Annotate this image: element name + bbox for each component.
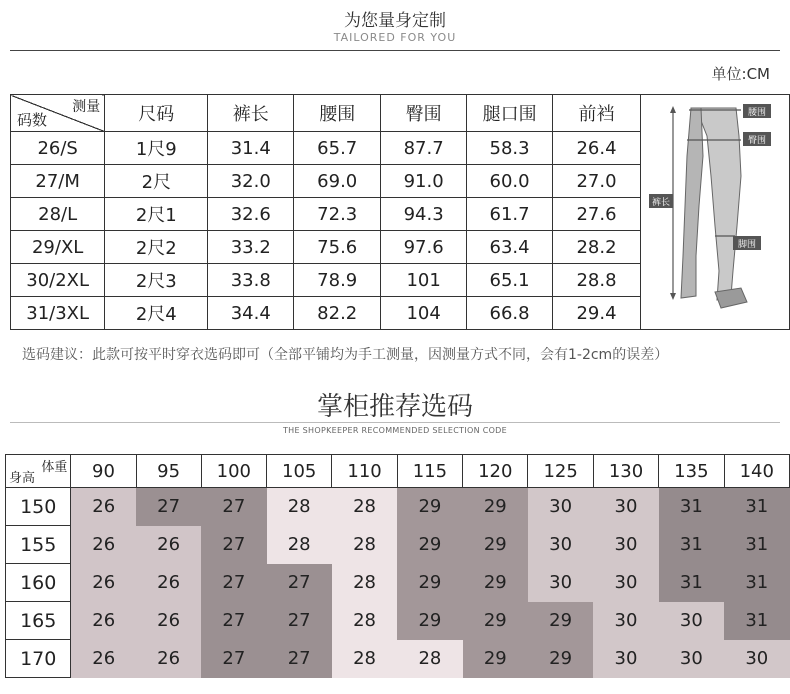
size-suggestion: 27: [201, 488, 266, 526]
recommend-title: 掌柜推荐选码: [316, 392, 473, 422]
size-cell: 31/3XL: [11, 297, 105, 330]
height-row: [6, 602, 790, 640]
page-title: 为您量身定制: [344, 11, 446, 31]
size-suggestion: 30: [659, 602, 724, 640]
size-suggestion: 27: [267, 602, 332, 640]
size-suggestion: 31: [724, 488, 789, 526]
size-cell: 29.4: [553, 297, 641, 330]
size-suggestion: 29: [397, 526, 462, 564]
weight-header: 125: [528, 455, 593, 488]
size-suggestion: 30: [593, 640, 658, 678]
size-suggestion: 31: [659, 488, 724, 526]
corner-measure-label: 测量: [72, 99, 101, 115]
size-suggestion: 29: [463, 602, 528, 640]
size-suggestion: 27: [201, 640, 266, 678]
size-cell: 60.0: [467, 165, 553, 198]
height-row: [6, 526, 790, 564]
size-cell: 32.6: [208, 198, 294, 231]
weight-header: 110: [332, 455, 397, 488]
size-cell: 101: [381, 264, 467, 297]
size-cell: 28/L: [11, 198, 105, 231]
size-suggestion: 30: [528, 526, 593, 564]
size-cell: 27/M: [11, 165, 105, 198]
size-suggestion: 30: [593, 564, 658, 602]
column-header: 前裆: [553, 95, 641, 132]
corner-size-label: 码数: [17, 111, 48, 129]
size-cell: 2尺4: [105, 297, 208, 330]
size-cell: 34.4: [208, 297, 294, 330]
size-suggestion: 29: [528, 602, 593, 640]
pants-diagram-cell: [640, 95, 789, 330]
weight-header: 140: [724, 455, 789, 488]
size-cell: 69.0: [294, 165, 381, 198]
size-cell: 2尺: [105, 165, 208, 198]
size-suggestion: 29: [463, 526, 528, 564]
size-suggestion: 27: [201, 526, 266, 564]
size-cell: 75.6: [294, 231, 381, 264]
size-suggestion: 29: [463, 488, 528, 526]
size-suggestion: 30: [593, 488, 658, 526]
height-header: 165: [6, 602, 71, 640]
size-suggestion: 27: [267, 564, 332, 602]
size-suggestion: 29: [463, 564, 528, 602]
size-suggestion: 26: [71, 488, 136, 526]
size-cell: 32.0: [208, 165, 294, 198]
unit-label: 单位:CM: [711, 65, 770, 83]
size-suggestion: 26: [71, 564, 136, 602]
height-header: 160: [6, 564, 71, 602]
size-cell: 78.9: [294, 264, 381, 297]
size-suggestion: 26: [71, 640, 136, 678]
diagram-hip-label: 臀围: [747, 136, 766, 146]
size-suggestion: 30: [528, 564, 593, 602]
size-suggestion: 27: [201, 564, 266, 602]
size-suggestion: 26: [71, 526, 136, 564]
size-cell: 61.7: [467, 198, 553, 231]
corner-height-label: 身高: [9, 471, 36, 486]
height-row: [6, 640, 790, 678]
size-suggestion: 27: [201, 602, 266, 640]
size-cell: 97.6: [381, 231, 467, 264]
column-header: 臀围: [381, 95, 467, 132]
size-suggestion: 30: [593, 526, 658, 564]
column-header: 腿口围: [467, 95, 553, 132]
size-cell: 28.2: [553, 231, 641, 264]
size-cell: 27.6: [553, 198, 641, 231]
column-header: 腰围: [294, 95, 381, 132]
weight-header-row: [6, 455, 790, 488]
size-cell: 27.0: [553, 165, 641, 198]
weight-header: 100: [201, 455, 266, 488]
size-cell: 58.3: [467, 132, 553, 165]
height-header: 155: [6, 526, 71, 564]
size-suggestion: 27: [267, 640, 332, 678]
weight-header: 135: [659, 455, 724, 488]
size-cell: 26/S: [11, 132, 105, 165]
weight-header: 120: [463, 455, 528, 488]
size-suggestion: 30: [659, 640, 724, 678]
size-cell: 1尺9: [105, 132, 208, 165]
size-cell: 2尺3: [105, 264, 208, 297]
size-suggestion: 29: [397, 488, 462, 526]
size-cell: 87.7: [381, 132, 467, 165]
size-chart-table: [10, 94, 790, 330]
size-suggestion: 29: [463, 640, 528, 678]
size-suggestion: 26: [136, 526, 201, 564]
size-cell: 63.4: [467, 231, 553, 264]
size-cell: 65.1: [467, 264, 553, 297]
diagram-waist-label: 腰围: [747, 108, 766, 118]
weight-header: 90: [71, 455, 136, 488]
weight-header: 105: [267, 455, 332, 488]
size-suggestion: 31: [724, 602, 789, 640]
divider: [10, 422, 780, 423]
size-suggestion: 31: [724, 564, 789, 602]
size-cell: 72.3: [294, 198, 381, 231]
size-suggestion: 26: [136, 564, 201, 602]
size-chart-corner-cell: [11, 95, 105, 132]
weight-header: 95: [136, 455, 201, 488]
divider: [10, 50, 780, 51]
size-suggestion: 30: [593, 602, 658, 640]
size-cell: 2尺1: [105, 198, 208, 231]
size-cell: 82.2: [294, 297, 381, 330]
size-suggestion: 28: [332, 526, 397, 564]
column-header: 裤长: [208, 95, 294, 132]
size-cell: 2尺2: [105, 231, 208, 264]
page-subtitle: TAILORED FOR YOU: [333, 31, 457, 44]
recommend-corner-cell: [6, 455, 71, 488]
size-cell: 33.2: [208, 231, 294, 264]
size-cell: 65.7: [294, 132, 381, 165]
size-suggestion: 31: [659, 526, 724, 564]
size-suggestion: 26: [71, 602, 136, 640]
size-suggestion: 30: [724, 640, 789, 678]
weight-header: 115: [397, 455, 462, 488]
size-cell: 31.4: [208, 132, 294, 165]
size-suggestion: 27: [136, 488, 201, 526]
size-advice-note: 选码建议：此款可按平时穿衣选码即可（全部平铺均为手工测量，因测量方式不同，会有1-2cm的误差）: [22, 347, 669, 363]
size-suggestion: 28: [267, 526, 332, 564]
size-suggestion: 28: [397, 640, 462, 678]
size-suggestion: 28: [332, 488, 397, 526]
size-suggestion: 28: [332, 640, 397, 678]
size-suggestion: 29: [397, 564, 462, 602]
recommend-table: [5, 454, 790, 678]
size-suggestion: 29: [397, 602, 462, 640]
column-header: 尺码: [105, 95, 208, 132]
recommend-subtitle: THE SHOPKEEPER RECOMMENDED SELECTION CODE: [282, 426, 507, 435]
size-suggestion: 26: [136, 602, 201, 640]
size-suggestion: 28: [267, 488, 332, 526]
size-cell: 104: [381, 297, 467, 330]
size-suggestion: 28: [332, 564, 397, 602]
size-cell: 94.3: [381, 198, 467, 231]
size-cell: 33.8: [208, 264, 294, 297]
size-suggestion: 31: [724, 526, 789, 564]
size-suggestion: 29: [528, 640, 593, 678]
diagram-leg-label: 脚围: [737, 240, 756, 250]
size-cell: 29/XL: [11, 231, 105, 264]
size-suggestion: 30: [528, 488, 593, 526]
height-header: 170: [6, 640, 71, 678]
size-suggestion: 31: [659, 564, 724, 602]
height-row: [6, 488, 790, 526]
weight-header: 130: [593, 455, 658, 488]
size-cell: 28.8: [553, 264, 641, 297]
size-suggestion: 28: [332, 602, 397, 640]
size-cell: 91.0: [381, 165, 467, 198]
size-suggestion: 26: [136, 640, 201, 678]
size-cell: 30/2XL: [11, 264, 105, 297]
corner-weight-label: 体重: [41, 460, 68, 475]
pants-measurement-icon: [641, 96, 789, 328]
size-cell: 26.4: [553, 132, 641, 165]
diagram-length-label: 裤长: [651, 198, 670, 208]
height-row: [6, 564, 790, 602]
size-cell: 66.8: [467, 297, 553, 330]
size-chart-header-row: [11, 95, 790, 132]
height-header: 150: [6, 488, 71, 526]
